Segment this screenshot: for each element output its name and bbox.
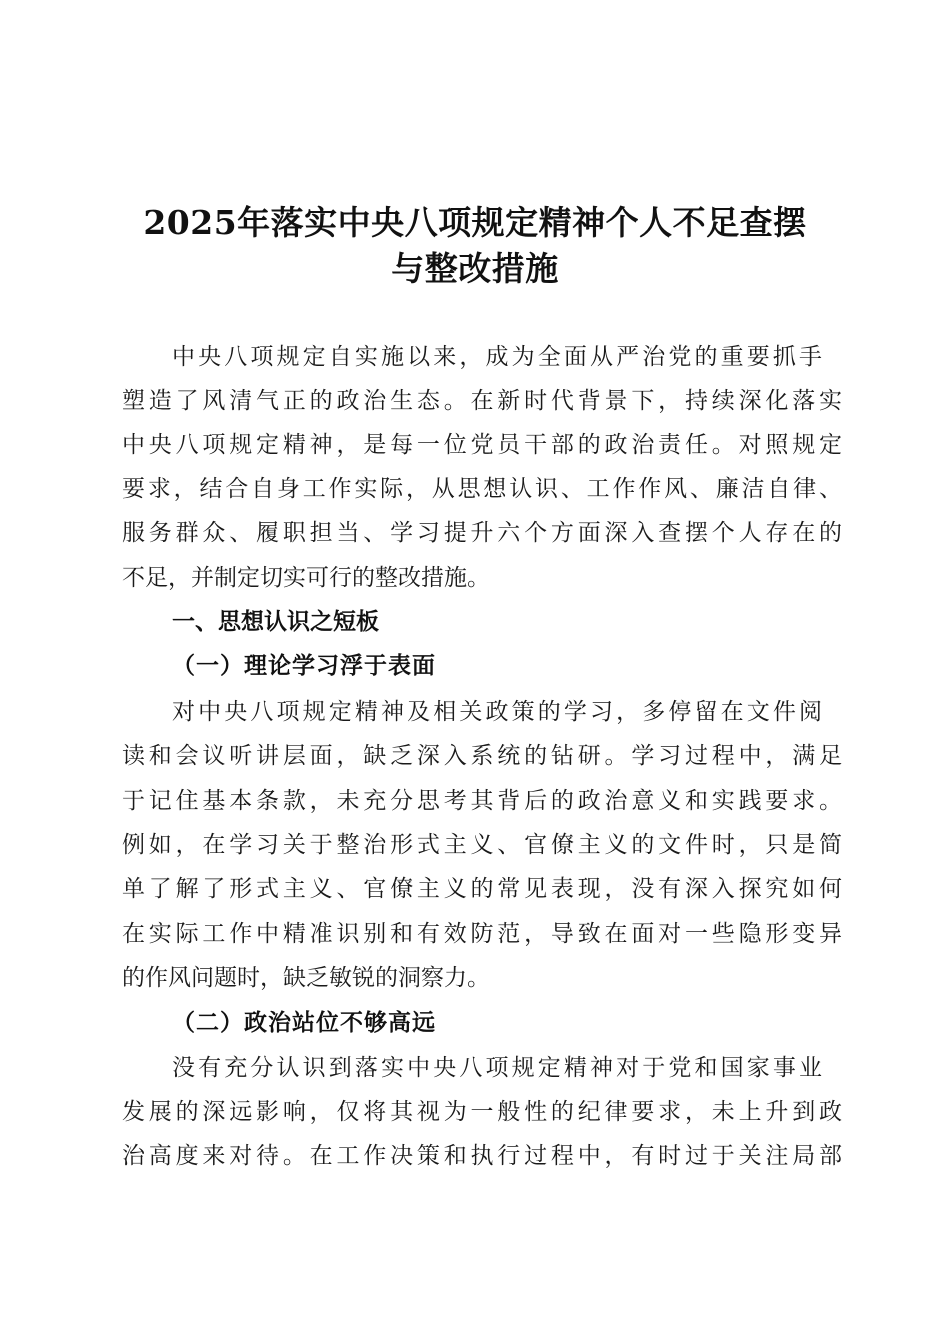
- paragraph-line: 中央八项规定精神，是每一位党员干部的政治责任。对照规定: [122, 432, 842, 458]
- paragraph-line: 没有充分认识到落实中央八项规定精神对于党和国家事业: [172, 1055, 822, 1081]
- paragraph-line: 治高度来对待。在工作决策和执行过程中，有时过于关注局部: [122, 1143, 842, 1169]
- section-heading: 一、思想认识之短板: [172, 609, 379, 635]
- subsection-heading: （二）政治站位不够高远: [172, 1009, 436, 1036]
- paragraph-line: 不足，并制定切实可行的整改措施。: [122, 565, 490, 591]
- subsection-heading: （一）理论学习浮于表面: [172, 652, 436, 679]
- paragraph-line: 发展的深远影响，仅将其视为一般性的纪律要求，未上升到政: [122, 1099, 842, 1125]
- paragraph-line: 于记住基本条款，未充分思考其背后的政治意义和实践要求。: [122, 788, 842, 814]
- document-title-line-1: 2025年落实中央八项规定精神个人不足查摆: [143, 203, 807, 242]
- paragraph-line: 要求，结合自身工作实际，从思想认识、工作作风、廉洁自律、: [122, 476, 842, 502]
- paragraph-line: 例如，在学习关于整治形式主义、官僚主义的文件时，只是简: [122, 832, 842, 858]
- paragraph-line: 读和会议听讲层面，缺乏深入系统的钻研。学习过程中，满足: [122, 743, 842, 769]
- paragraph-line: 的作风问题时，缺乏敏锐的洞察力。: [122, 965, 490, 991]
- paragraph-line: 在实际工作中精准识别和有效防范，导致在面对一些隐形变异: [122, 921, 842, 947]
- paragraph-line: 对中央八项规定精神及相关政策的学习，多停留在文件阅: [172, 699, 822, 725]
- paragraph-line: 服务群众、履职担当、学习提升六个方面深入查摆个人存在的: [122, 520, 842, 546]
- paragraph-line: 塑造了风清气正的政治生态。在新时代背景下，持续深化落实: [122, 388, 842, 414]
- paragraph-line: 中央八项规定自实施以来，成为全面从严治党的重要抓手: [172, 344, 822, 370]
- document-title-line-2: 与整改措施: [391, 249, 559, 288]
- paragraph-line: 单了解了形式主义、官僚主义的常见表现，没有深入探究如何: [122, 876, 842, 902]
